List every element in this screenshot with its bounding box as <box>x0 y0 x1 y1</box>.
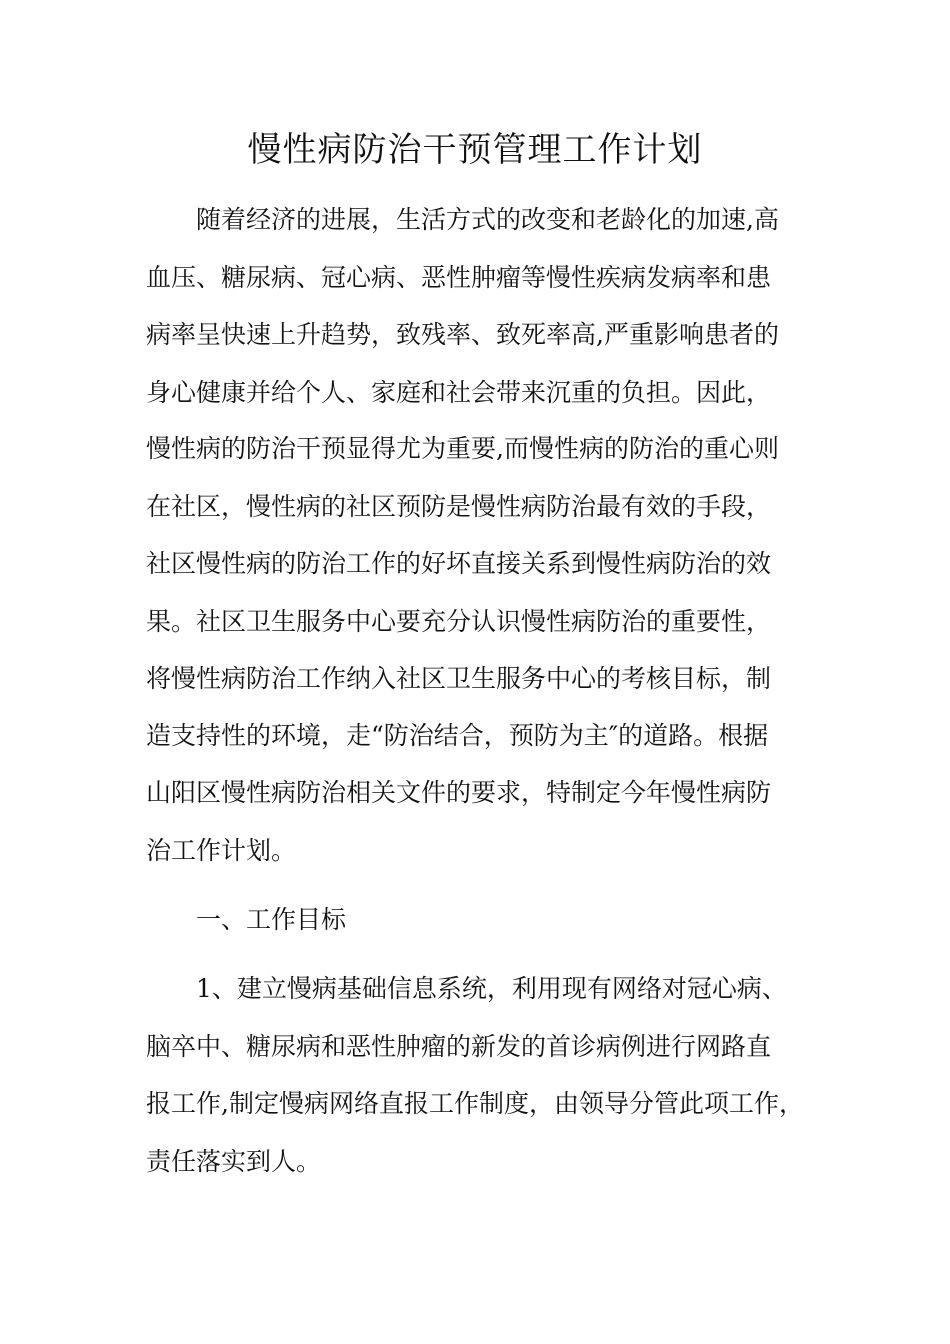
document-title: 慢性病防治干预管理工作计划 <box>247 130 703 170</box>
item1-line: 1、建立慢病基础信息系统，利用现有网络对冠心病、 <box>196 974 787 1003</box>
intro-line: 随着经济的进展，生活方式的改变和老龄化的加速,高 <box>196 205 779 234</box>
item1-line: 脑卒中、糖尿病和恶性肿瘤的新发的首诊病例进行网路直 <box>146 1032 772 1061</box>
intro-line: 在社区，慢性病的社区预防是慢性病防治最有效的手段， <box>146 492 772 521</box>
item1-line: 报工作,制定慢病网络直报工作制度，由领导分管此项工作， <box>146 1089 804 1118</box>
intro-line: 治工作计划。 <box>146 836 297 865</box>
intro-line: 血压、糖尿病、冠心病、恶性肿瘤等慢性疾病发病率和患 <box>146 263 772 292</box>
intro-line: 慢性病的防治干预显得尤为重要,而慢性病的防治的重心则 <box>146 434 779 463</box>
intro-line: 病率呈快速上升趋势，致残率、致死率高,严重影响患者的 <box>146 320 779 349</box>
item1-line: 责任落实到人。 <box>146 1147 322 1176</box>
intro-line: 身心健康并给个人、家庭和社会带来沉重的负担。因此， <box>146 378 772 407</box>
intro-line: 山阳区慢性病防治相关文件的要求，特制定今年慢性病防 <box>146 778 772 807</box>
intro-line: 社区慢性病的防治工作的好坏直接关系到慢性病防治的效 <box>146 549 772 578</box>
section-heading-goals: 一、工作目标 <box>196 905 347 934</box>
intro-line: 造支持性的环境，走“防治结合，预防为主″的道路。根据 <box>146 721 769 750</box>
intro-line: 将慢性病防治工作纳入社区卫生服务中心的考核目标，制 <box>146 664 772 693</box>
intro-line: 果。社区卫生服务中心要充分认识慢性病防治的重要性， <box>146 607 772 636</box>
